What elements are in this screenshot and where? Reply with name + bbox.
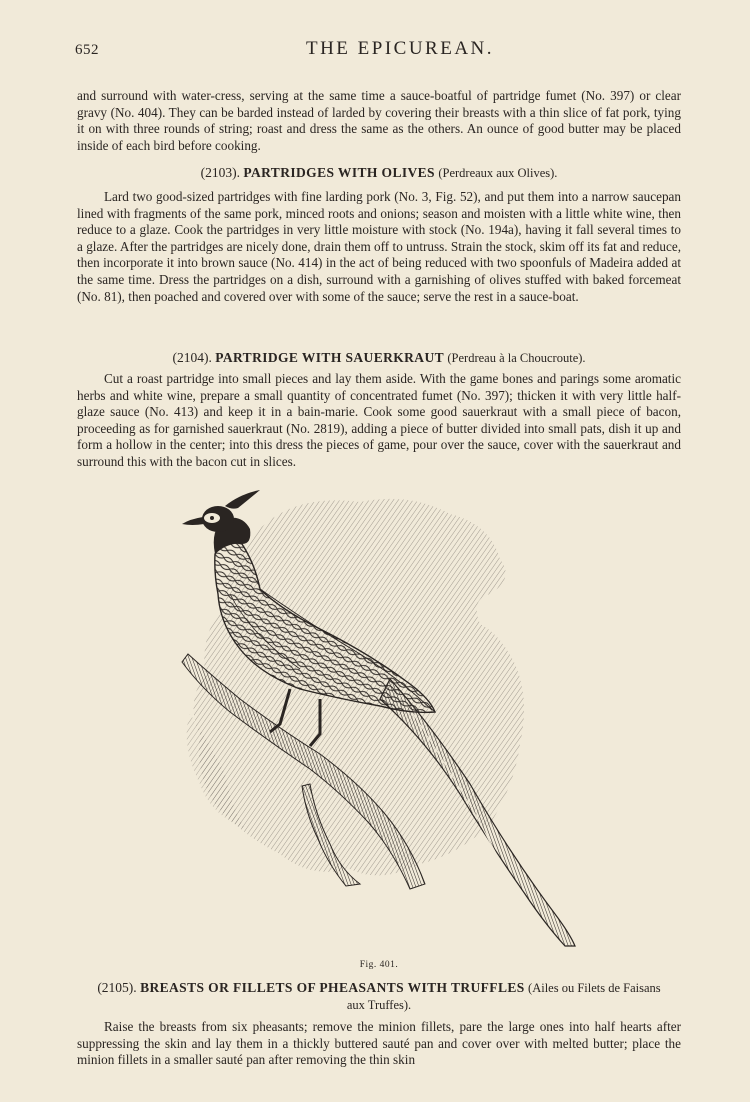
recipe-text: Lard two good-sized partridges with fine larding pork (No. 3, Fig. 52), and put them into a narrow saucepan lined with fragments of the same pork, minced roots and onions; season and moisten with a little white wine, then reduce to a glaze. Cook the partridges in very little moisture with stock (No. 194a), having it fall several times to a glaze. After the partridges are nicely done, drain them off to untruss. Strain the stock, skim off its fat and reduce, then incorporate it into brown sauce (No. 414) in the act of being reduced with two spoonfuls of Madeira added at the same time. Dress the partridges on a dish, surround with a garnishing of olives stuffed with baked forcemeat (No. 81), then poached and covered over with some of the sauce; serve the rest in a sauce-boat. (77, 189, 681, 304)
recipe-french-name-line1: (Ailes ou Filets de Faisans (528, 981, 661, 995)
recipe-number: (2103). (200, 165, 240, 180)
figure-caption: Fig. 401. (359, 960, 399, 970)
intro-paragraph (77, 88, 681, 154)
recipe-title-2103 (77, 164, 681, 182)
recipe-title-2104 (77, 349, 681, 367)
page-header (75, 38, 685, 64)
running-title: THE EPICUREAN. (305, 38, 495, 59)
recipe-text: Cut a roast partridge into small pieces and lay them aside. With the game bones and parings some aromatic herbs and white wine, prepare a small quantity of concentrated fumet (No. 397); thicken it with very little half-glaze sauce (No. 413) and keep it in a bain-marie. Cook some good sauerkraut with a small piece of bacon, proceeding as for garnished sauerkraut (No. 2819), adding a piece of butter divided into small pats, dish it up and form a hollow in the center; into this dress the pieces of game, pour over the sauce, cover with the sauerkraut and surround this with the bacon cut in slices. (77, 371, 681, 469)
pheasant-engraving (170, 484, 590, 954)
recipe-french-name: (Perdreau à la Choucroute). (447, 351, 586, 365)
recipe-title-2105 (77, 979, 681, 1014)
recipe-name: PARTRIDGE WITH SAUERKRAUT (215, 350, 445, 365)
recipe-name: PARTRIDGES WITH OLIVES (243, 165, 435, 180)
recipe-body-2103 (77, 189, 681, 305)
recipe-french-name-line2: aux Truffes). (346, 998, 412, 1012)
recipe-body-2105 (77, 1019, 681, 1069)
recipe-text: Raise the breasts from six pheasants; remove the minion fillets, pare the large ones into half hearts after suppressing the skin and lay them in a thickly buttered sauté pan and cover over with melted butter; place the minion fillets in a smaller sauté pan after removing the thin skin (77, 1019, 681, 1068)
recipe-french-name: (Perdreaux aux Olives). (438, 166, 558, 180)
recipe-number: (2104). (172, 350, 212, 365)
recipe-body-2104 (77, 371, 681, 471)
recipe-number: (2105). (97, 980, 137, 995)
recipe-name: BREASTS OR FILLETS OF PHEASANTS WITH TRUFFLES (140, 980, 525, 995)
page-number: 652 (75, 42, 99, 58)
intro-text: and surround with water-cress, serving at the same time a sauce-boatful of partridge fumet (No. 397) or clear gravy (No. 404). They can be barded instead of larded by covering their breasts with a thin slice of fat pork, tying it on with three rounds of string; roast and dress the same as the others. An ounce of good butter may be placed inside of each bird before cooking. (77, 88, 681, 153)
pheasant-illustration (170, 484, 590, 954)
